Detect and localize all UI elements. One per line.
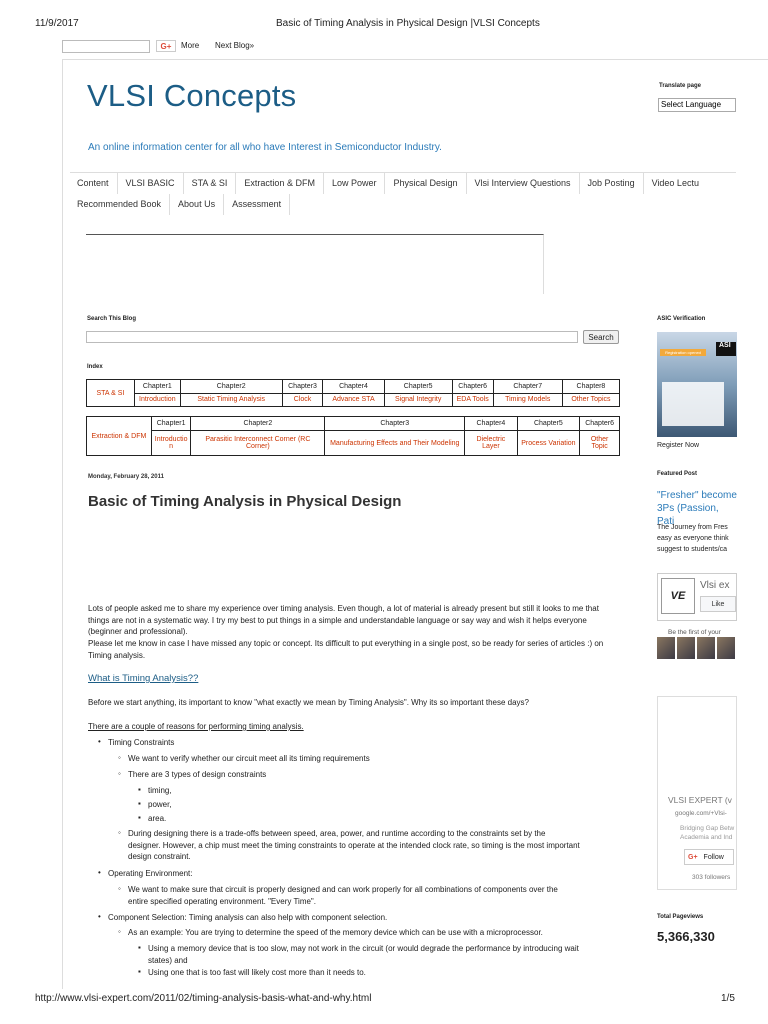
- search-input[interactable]: [86, 331, 578, 343]
- post-intro-2: Please let me know in case I have missed any topic or concept. Its difficult to put everything in a single post, so be ready for series of articles :) on Timing analysis.: [88, 639, 604, 660]
- index-chapter: Chapter5: [384, 380, 452, 394]
- avatar[interactable]: [697, 637, 715, 659]
- nav-low-power[interactable]: Low Power: [324, 173, 386, 194]
- index-topic-link[interactable]: Signal Integrity: [384, 393, 452, 407]
- index-chapter: Chapter2: [191, 417, 325, 431]
- print-footer-url: http://www.vlsi-expert.com/2011/02/timing-analysis-basis-what-and-why.html: [35, 993, 372, 1004]
- print-date: 11/9/2017: [35, 18, 79, 29]
- index-chapter: Chapter1: [134, 380, 180, 394]
- avatar[interactable]: [657, 637, 675, 659]
- featured-post-title[interactable]: "Fresher" become 3Ps (Passion, Pati: [657, 490, 737, 527]
- print-page-number: 1/5: [721, 993, 735, 1004]
- index-chapter: Chapter2: [180, 380, 282, 394]
- bullet-icon: •: [98, 737, 101, 746]
- facebook-first-text: Be the first of your: [668, 629, 721, 636]
- post-question: Before we start anything, its important to know "what exactly we mean by Timing Analysis". Why its so important these days?: [88, 698, 529, 707]
- bullet-icon: •: [98, 868, 101, 877]
- bullet-env-detail: We want to make sure that circuit is properly designed and can work properly for all combinations of components over the entire specified operating environment. "Every Time".: [128, 885, 558, 906]
- nav-bar: [70, 172, 736, 216]
- bullet-example: As an example: You are trying to determine the speed of the memory device which can be use with a microprocessor.: [128, 928, 543, 937]
- index-topic-link[interactable]: Process Variation: [517, 431, 580, 456]
- bullet-component-selection: Component Selection: Timing analysis can also help with component selection.: [108, 913, 388, 922]
- bullet-icon: ▪: [138, 799, 141, 808]
- nav-vlsi-basic[interactable]: VLSI BASIC: [118, 173, 184, 194]
- translate-label: Translate page: [659, 83, 702, 89]
- index-chapter: Chapter4: [465, 417, 517, 431]
- bullet-area: area.: [148, 814, 167, 823]
- nav-recommended-book[interactable]: Recommended Book: [70, 194, 170, 215]
- total-pageviews-count: 5,366,330: [657, 929, 715, 944]
- bullet-operating-env: Operating Environment:: [108, 869, 193, 878]
- bullet-constraint-types: There are 3 types of design constraints: [128, 770, 267, 779]
- bullet-icon: ◦: [118, 884, 121, 893]
- nav-sta-si[interactable]: STA & SI: [184, 173, 237, 194]
- ad-banner: [86, 234, 544, 294]
- total-pageviews-label: Total Pageviews: [657, 914, 704, 920]
- index-chapter: Chapter5: [517, 417, 580, 431]
- post-title[interactable]: Basic of Timing Analysis in Physical Design: [88, 493, 402, 510]
- register-now-link[interactable]: Register Now: [657, 442, 700, 449]
- featured-post-excerpt: The Journey from Fres easy as everyone think suggest to students/ca: [657, 524, 729, 553]
- index-chapter: Chapter4: [323, 380, 384, 394]
- bullet-fast-memory: Using one that is too fast will likely cost more than it needs to.: [148, 968, 366, 977]
- facebook-page-logo[interactable]: VE: [661, 578, 695, 614]
- section-title: What is Timing Analysis??: [88, 673, 199, 684]
- bullet-icon: ▪: [138, 967, 141, 976]
- facebook-page-name[interactable]: Vlsi ex: [700, 580, 730, 591]
- gplus-tagline: Bridging Gap Betw Academia and Ind: [680, 825, 735, 841]
- index-table-dfm: [86, 416, 620, 456]
- print-doc-title: Basic of Timing Analysis in Physical Design |VLSI Concepts: [276, 18, 540, 29]
- bullet-icon: ▪: [138, 943, 141, 952]
- post-date: Monday, February 28, 2011: [88, 474, 164, 480]
- index-topic-link[interactable]: Introduction: [134, 393, 180, 407]
- promo-info-card: [662, 382, 724, 426]
- bullet-icon: ▪: [138, 785, 141, 794]
- search-label: Search This Blog: [87, 316, 137, 322]
- nav-job-posting[interactable]: Job Posting: [580, 173, 644, 194]
- index-chapter: Chapter6: [580, 417, 620, 431]
- site-description: An online information center for all who have Interest in Semiconductor Industry.: [88, 142, 442, 153]
- index-topic-link[interactable]: Advance STA: [323, 393, 384, 407]
- index-chapter: Chapter1: [151, 417, 191, 431]
- index-topic-link[interactable]: Timing Models: [493, 393, 562, 407]
- index-chapter: Chapter3: [325, 417, 465, 431]
- bullet-icon: ◦: [118, 753, 121, 762]
- asic-verification-title: ASIC Verification: [657, 316, 706, 322]
- search-button[interactable]: Search: [583, 330, 619, 344]
- next-blog-link[interactable]: Next Blog»: [215, 41, 255, 50]
- nav-video-lectures[interactable]: Video Lectu: [651, 178, 699, 188]
- avatar[interactable]: [717, 637, 735, 659]
- index-chapter: Chapter8: [562, 380, 619, 394]
- bullet-icon: ◦: [118, 828, 121, 837]
- index-table-sta: [86, 379, 620, 407]
- promo-registration-tag: Registration opened: [660, 349, 706, 356]
- bullet-icon: ◦: [118, 927, 121, 936]
- gplus-page-name[interactable]: VLSI EXPERT (v: [668, 795, 732, 805]
- promo-badge: ASI: [716, 342, 736, 356]
- index-topic-link[interactable]: Static Timing Analysis: [180, 393, 282, 407]
- index-topic-link[interactable]: Introductio n: [151, 431, 191, 456]
- nav-about-us[interactable]: About Us: [170, 194, 224, 215]
- nav-extraction-dfm[interactable]: Extraction & DFM: [236, 173, 324, 194]
- language-select[interactable]: Select Language: [658, 98, 736, 112]
- google-plus-button[interactable]: G+: [156, 40, 176, 52]
- nav-content[interactable]: Content: [70, 173, 118, 194]
- nav-physical-design[interactable]: Physical Design: [385, 173, 466, 194]
- nav-row-2: [70, 194, 290, 215]
- index-topic-link[interactable]: Other Topics: [562, 393, 619, 407]
- gplus-url[interactable]: google.com/+Vlsi-: [675, 810, 727, 817]
- nav-assessment[interactable]: Assessment: [224, 194, 290, 215]
- gplus-followers: 303 followers: [692, 874, 731, 881]
- blogger-search-input[interactable]: [62, 40, 150, 53]
- index-chapter: Chapter3: [282, 380, 323, 394]
- index-topic-link[interactable]: Manufacturing Effects and Their Modeling: [325, 431, 465, 456]
- post-reasons: There are a couple of reasons for performing timing analysis.: [88, 722, 304, 731]
- bullet-icon: ◦: [118, 769, 121, 778]
- bullet-timing: timing,: [148, 786, 172, 795]
- bullet-verify: We want to verify whether our circuit meet all its timing requirements: [128, 754, 370, 763]
- index-chapter: Chapter6: [452, 380, 493, 394]
- index-rowhead-sta[interactable]: STA & SI: [87, 380, 135, 407]
- index-chapter: Chapter7: [493, 380, 562, 394]
- index-topic-link[interactable]: Other Topic: [580, 431, 620, 456]
- index-topic-link[interactable]: Parasitic Interconnect Corner (RC Corner): [191, 431, 325, 456]
- bullet-icon: ▪: [138, 813, 141, 822]
- post-intro-1: Lots of people asked me to share my experience over timing analysis. Even though, a lot of material is already present but still it looks to me that things are not in a systematic way. I try my best to put things in a simple and understandable language or say way and wish it helps everyone (beginner and professional).: [88, 604, 599, 636]
- avatar[interactable]: [677, 637, 695, 659]
- facebook-like-button[interactable]: Like: [700, 596, 736, 612]
- bullet-icon: •: [98, 912, 101, 921]
- bullet-timing-constraints: Timing Constraints: [108, 738, 175, 747]
- gplus-follow-button[interactable]: [684, 849, 734, 865]
- nav-row-1: [70, 173, 707, 194]
- more-link[interactable]: More: [181, 41, 200, 50]
- nav-interview-questions[interactable]: Vlsi Interview Questions: [467, 173, 580, 194]
- bullet-tradeoffs: During designing there is a trade-offs between speed, area, power, and runtime according to the constraints set by the designer. However, a chip must meet the timing constraints to operate at the intended clock rate, so timing is the most important design constraint.: [128, 829, 580, 861]
- index-topic-link[interactable]: EDA Tools: [452, 393, 493, 407]
- index-topic-link[interactable]: Dielectric Layer: [465, 431, 517, 456]
- index-rowhead-dfm[interactable]: Extraction & DFM: [87, 417, 152, 456]
- facebook-faces: [657, 637, 737, 667]
- featured-post-label: Featured Post: [657, 471, 698, 477]
- site-title[interactable]: VLSI Concepts: [87, 78, 297, 113]
- google-plus-icon: G+: [688, 853, 698, 861]
- bullet-slow-memory: Using a memory device that is too slow, may not work in the circuit (or would degrade the performance by introducing wait states) and: [148, 944, 579, 965]
- index-label: Index: [87, 364, 103, 370]
- gplus-follow-label: Follow: [703, 853, 724, 861]
- bullet-power: power,: [148, 800, 172, 809]
- index-topic-link[interactable]: Clock: [282, 393, 323, 407]
